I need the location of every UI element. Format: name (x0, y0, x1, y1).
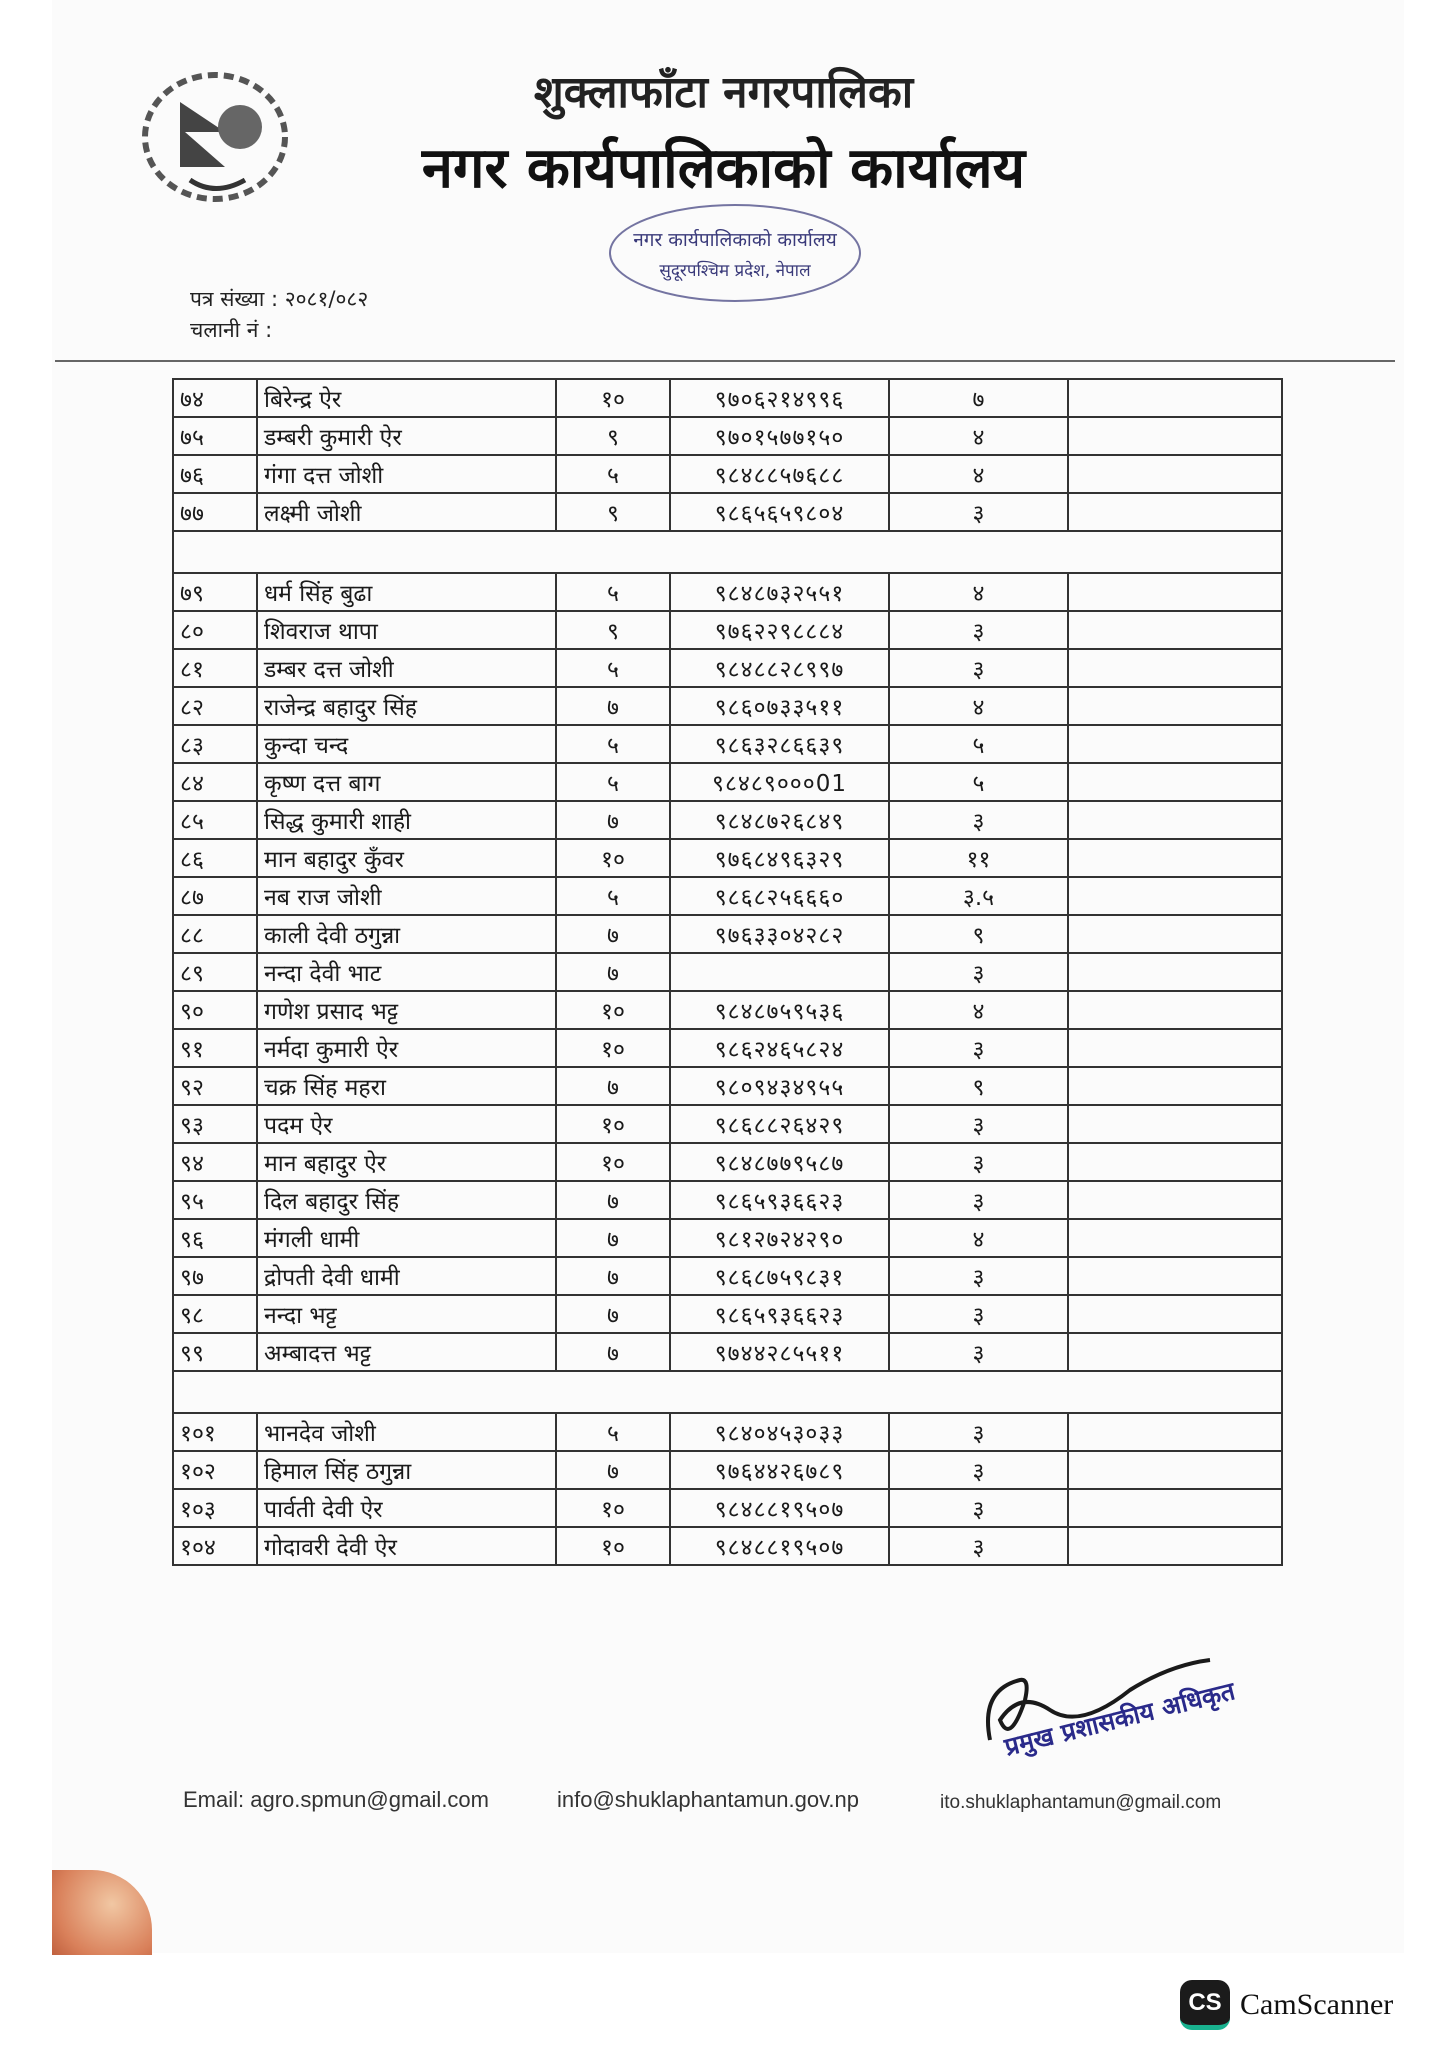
footer-email-agro: Email: agro.spmun@gmail.com (183, 1787, 489, 1812)
blank-cell (1068, 725, 1282, 763)
serial-cell: ८७ (173, 877, 257, 915)
number-cell: ७ (556, 953, 670, 991)
name-cell: बिरेन्द्र ऐर (257, 379, 556, 417)
name-cell: नब राज जोशी (257, 877, 556, 915)
name-cell: डम्बर दत्त जोशी (257, 649, 556, 687)
name-cell: काली देवी ठगुन्ना (257, 915, 556, 953)
name-cell: शिवराज थापा (257, 611, 556, 649)
name-cell: नन्दा भट्ट (257, 1295, 556, 1333)
name-cell: कुन्दा चन्द (257, 725, 556, 763)
phone-cell (670, 953, 889, 991)
serial-cell: ७९ (173, 573, 257, 611)
number-cell: ५ (556, 725, 670, 763)
blank-cell (1068, 1029, 1282, 1067)
name-cell: सिद्ध कुमारी शाही (257, 801, 556, 839)
table-row (173, 1181, 1282, 1219)
serial-cell: ९८ (173, 1295, 257, 1333)
rate-cell: ४ (889, 1219, 1068, 1257)
rate-cell: ४ (889, 417, 1068, 455)
number-cell: १० (556, 379, 670, 417)
municipality-name: शुक्लाफाँटा नगरपालिका (533, 67, 914, 118)
name-cell: गोदावरी देवी ऐर (257, 1527, 556, 1565)
dispatch-number: चलानी नं : (190, 318, 273, 342)
table-row (173, 725, 1282, 763)
phone-cell: ९८४८७५९५३६ (670, 991, 889, 1029)
blank-cell (1068, 801, 1282, 839)
office-name: नगर कार्यपालिकाको कार्यालय (421, 135, 1026, 201)
phone-cell: ९८६५६५९८०४ (670, 493, 889, 531)
rate-cell: ९ (889, 915, 1068, 953)
office-stamp (600, 198, 870, 308)
table-row (173, 1489, 1282, 1527)
name-cell: नन्दा देवी भाट (257, 953, 556, 991)
gap-cell (173, 1371, 1282, 1413)
phone-cell: ९८६८७५९८३१ (670, 1257, 889, 1295)
name-cell: डम्बरी कुमारी ऐर (257, 417, 556, 455)
phone-cell: ९८४८८१९५०७ (670, 1527, 889, 1565)
number-cell: १० (556, 1105, 670, 1143)
blank-cell (1068, 455, 1282, 493)
rate-cell: ५ (889, 725, 1068, 763)
table-row (173, 417, 1282, 455)
table-row (173, 763, 1282, 801)
blank-cell (1068, 1333, 1282, 1371)
name-cell: मंगली धामी (257, 1219, 556, 1257)
number-cell: ७ (556, 1067, 670, 1105)
blank-cell (1068, 687, 1282, 725)
table-row (173, 1029, 1282, 1067)
name-cell: नर्मदा कुमारी ऐर (257, 1029, 556, 1067)
rate-cell: ३ (889, 1489, 1068, 1527)
rate-cell: ३ (889, 611, 1068, 649)
camscanner-label: CamScanner (1240, 1988, 1394, 2021)
name-cell: मान बहादुर कुँवर (257, 839, 556, 877)
serial-cell: ९४ (173, 1143, 257, 1181)
name-cell: मान बहादुर ऐर (257, 1143, 556, 1181)
table-row (173, 953, 1282, 991)
blank-cell (1068, 1527, 1282, 1565)
table-gap-row (173, 531, 1282, 573)
rate-cell: ३ (889, 1257, 1068, 1295)
name-cell: हिमाल सिंह ठगुन्ना (257, 1451, 556, 1489)
name-cell: भानदेव जोशी (257, 1413, 556, 1451)
rate-cell: ३ (889, 1143, 1068, 1181)
rate-cell: ४ (889, 687, 1068, 725)
blank-cell (1068, 1295, 1282, 1333)
number-cell: ७ (556, 1295, 670, 1333)
blank-cell (1068, 839, 1282, 877)
serial-cell: ९९ (173, 1333, 257, 1371)
rate-cell: ९ (889, 1067, 1068, 1105)
number-cell: ७ (556, 801, 670, 839)
table-gap-row (173, 1371, 1282, 1413)
table-row (173, 1333, 1282, 1371)
blank-cell (1068, 379, 1282, 417)
name-cell: पार्वती देवी ऐर (257, 1489, 556, 1527)
table-row (173, 801, 1282, 839)
serial-cell: ९३ (173, 1105, 257, 1143)
table-row (173, 1219, 1282, 1257)
phone-cell: ९८४८८२८९९७ (670, 649, 889, 687)
phone-cell: ९८६८२५६६६० (670, 877, 889, 915)
table-row (173, 991, 1282, 1029)
rate-cell: ४ (889, 573, 1068, 611)
serial-cell: ८१ (173, 649, 257, 687)
serial-cell: १०२ (173, 1451, 257, 1489)
name-cell: गंगा दत्त जोशी (257, 455, 556, 493)
name-cell: राजेन्द्र बहादुर सिंह (257, 687, 556, 725)
number-cell: १० (556, 1527, 670, 1565)
phone-cell: ९७०१५७७१५० (670, 417, 889, 455)
serial-cell: ९१ (173, 1029, 257, 1067)
number-cell: ५ (556, 573, 670, 611)
number-cell: ९ (556, 493, 670, 531)
blank-cell (1068, 611, 1282, 649)
blank-cell (1068, 915, 1282, 953)
camscanner-icon: CS (1180, 1980, 1230, 2030)
rate-cell: ७ (889, 379, 1068, 417)
footer-email-ito: ito.shuklaphantamun@gmail.com (940, 1792, 1222, 1813)
table-row (173, 687, 1282, 725)
serial-cell: ८५ (173, 801, 257, 839)
stamp-line-1: नगर कार्यपालिकाको कार्यालय (633, 229, 837, 251)
rate-cell: ११ (889, 839, 1068, 877)
phone-cell: ९८४८८१९५०७ (670, 1489, 889, 1527)
blank-cell (1068, 417, 1282, 455)
name-cell: गणेश प्रसाद भट्ट (257, 991, 556, 1029)
number-cell: ७ (556, 1451, 670, 1489)
serial-cell: १०१ (173, 1413, 257, 1451)
signatory-title: प्रमुख प्रशासकीय अधिकृत (1001, 1676, 1238, 1762)
name-cell: पदम ऐर (257, 1105, 556, 1143)
serial-cell: ९२ (173, 1067, 257, 1105)
serial-cell: १०३ (173, 1489, 257, 1527)
number-cell: ७ (556, 687, 670, 725)
serial-cell: ८८ (173, 915, 257, 953)
serial-cell: ८९ (173, 953, 257, 991)
phone-cell: ९७६२२९८८८४ (670, 611, 889, 649)
blank-cell (1068, 1413, 1282, 1451)
blank-cell (1068, 1219, 1282, 1257)
number-cell: १० (556, 1489, 670, 1527)
number-cell: ७ (556, 915, 670, 953)
phone-cell: ९८४८८५७६८८ (670, 455, 889, 493)
serial-cell: ८६ (173, 839, 257, 877)
phone-cell: ९७६४४२६७८९ (670, 1451, 889, 1489)
rate-cell: ४ (889, 455, 1068, 493)
serial-cell: ७४ (173, 379, 257, 417)
blank-cell (1068, 573, 1282, 611)
blank-cell (1068, 1451, 1282, 1489)
phone-cell: ९८६३२८६६३९ (670, 725, 889, 763)
number-cell: ७ (556, 1257, 670, 1295)
number-cell: ७ (556, 1181, 670, 1219)
serial-cell: ९० (173, 991, 257, 1029)
table-row (173, 1451, 1282, 1489)
blank-cell (1068, 1181, 1282, 1219)
table-row (173, 1143, 1282, 1181)
serial-cell: ८४ (173, 763, 257, 801)
table-row (173, 1413, 1282, 1451)
number-cell: ९ (556, 611, 670, 649)
name-cell: लक्ष्मी जोशी (257, 493, 556, 531)
table-row (173, 493, 1282, 531)
phone-cell: ९८६०७३३५११ (670, 687, 889, 725)
phone-cell: ९८४८७३२५५१ (670, 573, 889, 611)
table-row (173, 915, 1282, 953)
serial-cell: ८३ (173, 725, 257, 763)
name-cell: चक्र सिंह महरा (257, 1067, 556, 1105)
blank-cell (1068, 1143, 1282, 1181)
serial-cell: ८० (173, 611, 257, 649)
blank-cell (1068, 1489, 1282, 1527)
number-cell: ९ (556, 417, 670, 455)
blank-cell (1068, 649, 1282, 687)
rate-cell: ३ (889, 1333, 1068, 1371)
rate-cell: ५ (889, 763, 1068, 801)
phone-cell: ९८४८९०००01 (670, 763, 889, 801)
rate-cell: ३ (889, 1105, 1068, 1143)
rate-cell: ३ (889, 801, 1068, 839)
phone-cell: ९८१२७२४२९० (670, 1219, 889, 1257)
serial-cell: ७६ (173, 455, 257, 493)
serial-cell: ७५ (173, 417, 257, 455)
footer-email-info: info@shuklaphantamun.gov.np (557, 1787, 860, 1812)
blank-cell (1068, 877, 1282, 915)
table-row (173, 379, 1282, 417)
table-row (173, 1067, 1282, 1105)
serial-cell: १०४ (173, 1527, 257, 1565)
number-cell: १० (556, 1143, 670, 1181)
phone-cell: ९८६५९३६६२३ (670, 1181, 889, 1219)
rate-cell: ३ (889, 1181, 1068, 1219)
camscanner-watermark (1180, 1980, 1393, 2030)
blank-cell (1068, 1257, 1282, 1295)
name-cell: धर्म सिंह बुढा (257, 573, 556, 611)
number-cell: ५ (556, 1413, 670, 1451)
table-row (173, 1105, 1282, 1143)
phone-cell: ९८४८७२६८४९ (670, 801, 889, 839)
phone-cell: ९८६८८२६४२९ (670, 1105, 889, 1143)
blank-cell (1068, 763, 1282, 801)
reference-number: पत्र संख्या : २०८१/०८२ (190, 287, 369, 311)
blank-cell (1068, 953, 1282, 991)
number-cell: १० (556, 1029, 670, 1067)
number-cell: १० (556, 991, 670, 1029)
rate-cell: ३ (889, 1451, 1068, 1489)
serial-cell: ९५ (173, 1181, 257, 1219)
phone-cell: ९८६२४६५८२४ (670, 1029, 889, 1067)
table-row (173, 611, 1282, 649)
serial-cell: ९७ (173, 1257, 257, 1295)
rate-cell: ३ (889, 1029, 1068, 1067)
number-cell: ५ (556, 763, 670, 801)
rate-cell: ३ (889, 649, 1068, 687)
table-row (173, 455, 1282, 493)
number-cell: ५ (556, 877, 670, 915)
number-cell: १० (556, 839, 670, 877)
rate-cell: ३ (889, 1527, 1068, 1565)
rate-cell: ३ (889, 1413, 1068, 1451)
phone-cell: ९७४४२८५५११ (670, 1333, 889, 1371)
number-cell: ५ (556, 455, 670, 493)
phone-cell: ९८४८७७९५८७ (670, 1143, 889, 1181)
header-divider (55, 360, 1395, 362)
blank-cell (1068, 1105, 1282, 1143)
number-cell: ७ (556, 1219, 670, 1257)
beneficiary-table (172, 378, 1283, 1566)
phone-cell: ९८४०४५३०३३ (670, 1413, 889, 1451)
phone-cell: ९७६८४९६३२९ (670, 839, 889, 877)
rate-cell: ३.५ (889, 877, 1068, 915)
table-row (173, 1295, 1282, 1333)
table-row (173, 1527, 1282, 1565)
serial-cell: ७७ (173, 493, 257, 531)
number-cell: ५ (556, 649, 670, 687)
phone-cell: ९८०९४३४९५५ (670, 1067, 889, 1105)
rate-cell: ३ (889, 493, 1068, 531)
rate-cell: ३ (889, 953, 1068, 991)
rate-cell: ४ (889, 991, 1068, 1029)
blank-cell (1068, 1067, 1282, 1105)
serial-cell: ९६ (173, 1219, 257, 1257)
rate-cell: ३ (889, 1295, 1068, 1333)
number-cell: ७ (556, 1333, 670, 1371)
table-row (173, 573, 1282, 611)
table-row (173, 649, 1282, 687)
table-row (173, 1257, 1282, 1295)
name-cell: कृष्ण दत्त बाग (257, 763, 556, 801)
blank-cell (1068, 991, 1282, 1029)
serial-cell: ८२ (173, 687, 257, 725)
blank-cell (1068, 493, 1282, 531)
name-cell: दिल बहादुर सिंह (257, 1181, 556, 1219)
name-cell: अम्बादत्त भट्ट (257, 1333, 556, 1371)
table-row (173, 877, 1282, 915)
phone-cell: ९७०६२१४९९६ (670, 379, 889, 417)
phone-cell: ९८६५९३६६२३ (670, 1295, 889, 1333)
gap-cell (173, 531, 1282, 573)
stamp-line-2: सुदूरपश्चिम प्रदेश, नेपाल (659, 261, 811, 281)
table-row (173, 839, 1282, 877)
phone-cell: ९७६३३०४२८२ (670, 915, 889, 953)
name-cell: द्रोपती देवी धामी (257, 1257, 556, 1295)
